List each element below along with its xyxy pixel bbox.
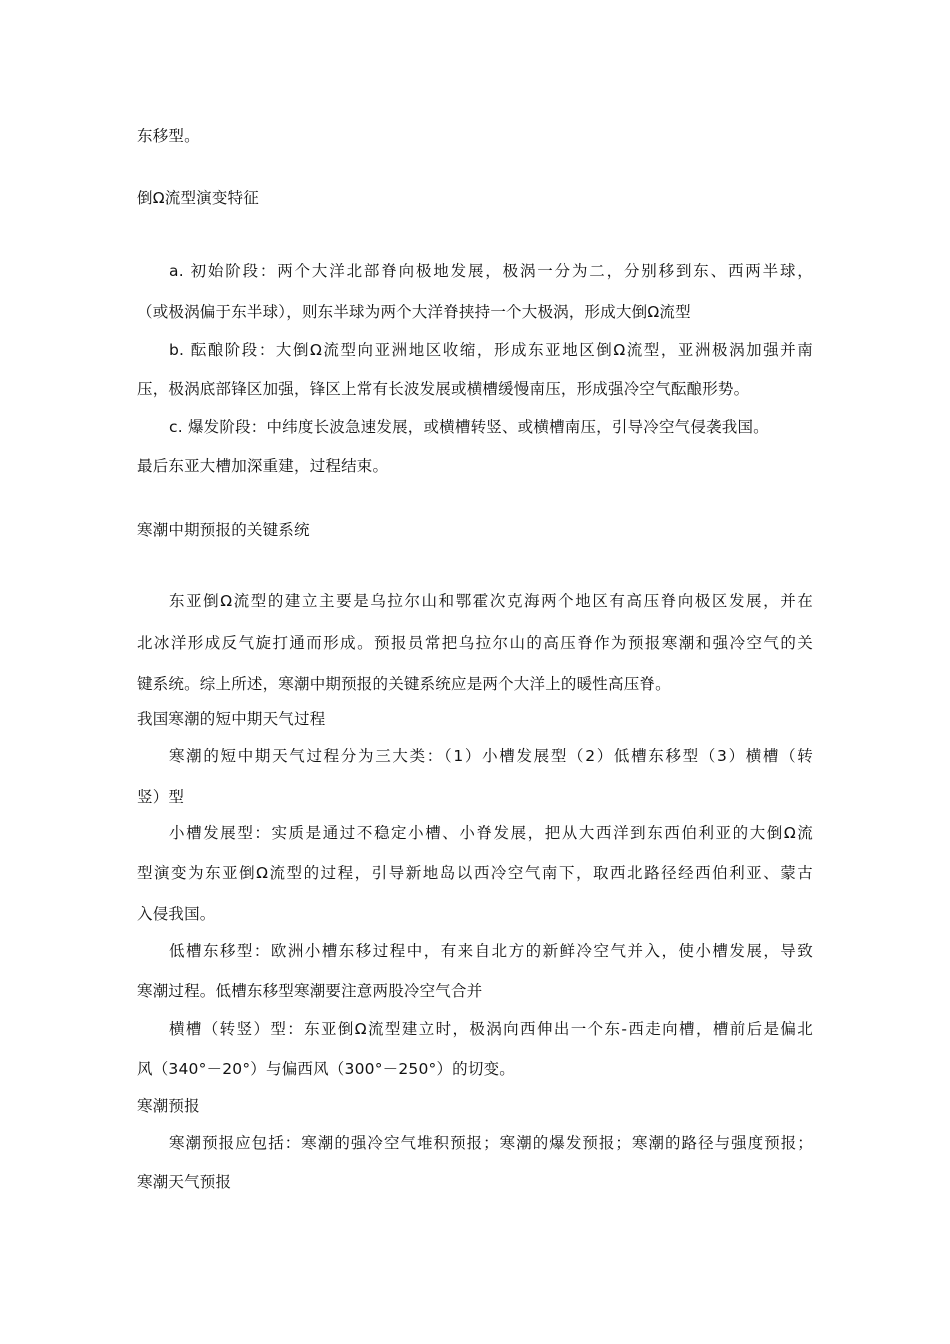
text-line: 键系统。综上所述，寒潮中期预报的关键系统应是两个大洋上的暖性高压脊。: [137, 675, 671, 693]
text-line: 横槽（转竖）型：东亚倒Ω流型建立时，极涡向西伸出一个东-西走向槽，槽前后是偏北: [169, 1020, 813, 1038]
text-line: 东移型。: [137, 127, 200, 145]
text-line: 最后东亚大槽加深重建，过程结束。: [137, 457, 389, 475]
text-line: 型演变为东亚倒Ω流型的过程，引导新地岛以西冷空气南下，取西北路径经西伯利亚、蒙古: [137, 864, 813, 882]
text-line: 东亚倒Ω流型的建立主要是乌拉尔山和鄂霍次克海两个地区有高压脊向极区发展，并在: [169, 592, 813, 610]
text-line: 低槽东移型：欧洲小槽东移过程中，有来自北方的新鲜冷空气并入，使小槽发展，导致: [169, 942, 813, 960]
text-line: 寒潮预报应包括：寒潮的强冷空气堆积预报；寒潮的爆发预报；寒潮的路径与强度预报；: [169, 1134, 813, 1152]
text-line: 风（340°－20°）与偏西风（300°－250°）的切变。: [137, 1060, 515, 1078]
section-heading: 寒潮中期预报的关键系统: [137, 521, 310, 539]
text-line: b. 酝酿阶段：大倒Ω流型向亚洲地区收缩，形成东亚地区倒Ω流型，亚洲极涡加强并南: [169, 341, 813, 359]
text-line: 寒潮天气预报: [137, 1173, 232, 1191]
text-line: 寒潮的短中期天气过程分为三大类：（1）小槽发展型（2）低槽东移型（3）横槽（转: [169, 747, 813, 765]
section-heading: 倒Ω流型演变特征: [137, 189, 259, 207]
text-line: 压，极涡底部锋区加强，锋区上常有长波发展或横槽缓慢南压，形成强冷空气酝酿形势。: [137, 380, 750, 398]
text-line: a. 初始阶段：两个大洋北部脊向极地发展，极涡一分为二，分别移到东、西两半球，: [169, 262, 813, 280]
section-heading: 我国寒潮的短中期天气过程: [137, 710, 326, 728]
text-line: c. 爆发阶段：中纬度长波急速发展，或横槽转竖、或横槽南压，引导冷空气侵袭我国。: [169, 418, 769, 436]
section-heading: 寒潮预报: [137, 1097, 200, 1115]
text-line: 寒潮过程。低槽东移型寒潮要注意两股冷空气合并: [137, 982, 483, 1000]
text-line: （或极涡偏于东半球），则东半球为两个大洋脊挟持一个大极涡，形成大倒Ω流型: [137, 303, 691, 321]
text-line: 入侵我国。: [137, 905, 216, 923]
text-line: 竖）型: [137, 788, 185, 806]
text-line: 小槽发展型：实质是通过不稳定小槽、小脊发展，把从大西洋到东西伯利亚的大倒Ω流: [169, 824, 813, 842]
text-line: 北冰洋形成反气旋打通而形成。预报员常把乌拉尔山的高压脊作为预报寒潮和强冷空气的关: [137, 634, 813, 652]
